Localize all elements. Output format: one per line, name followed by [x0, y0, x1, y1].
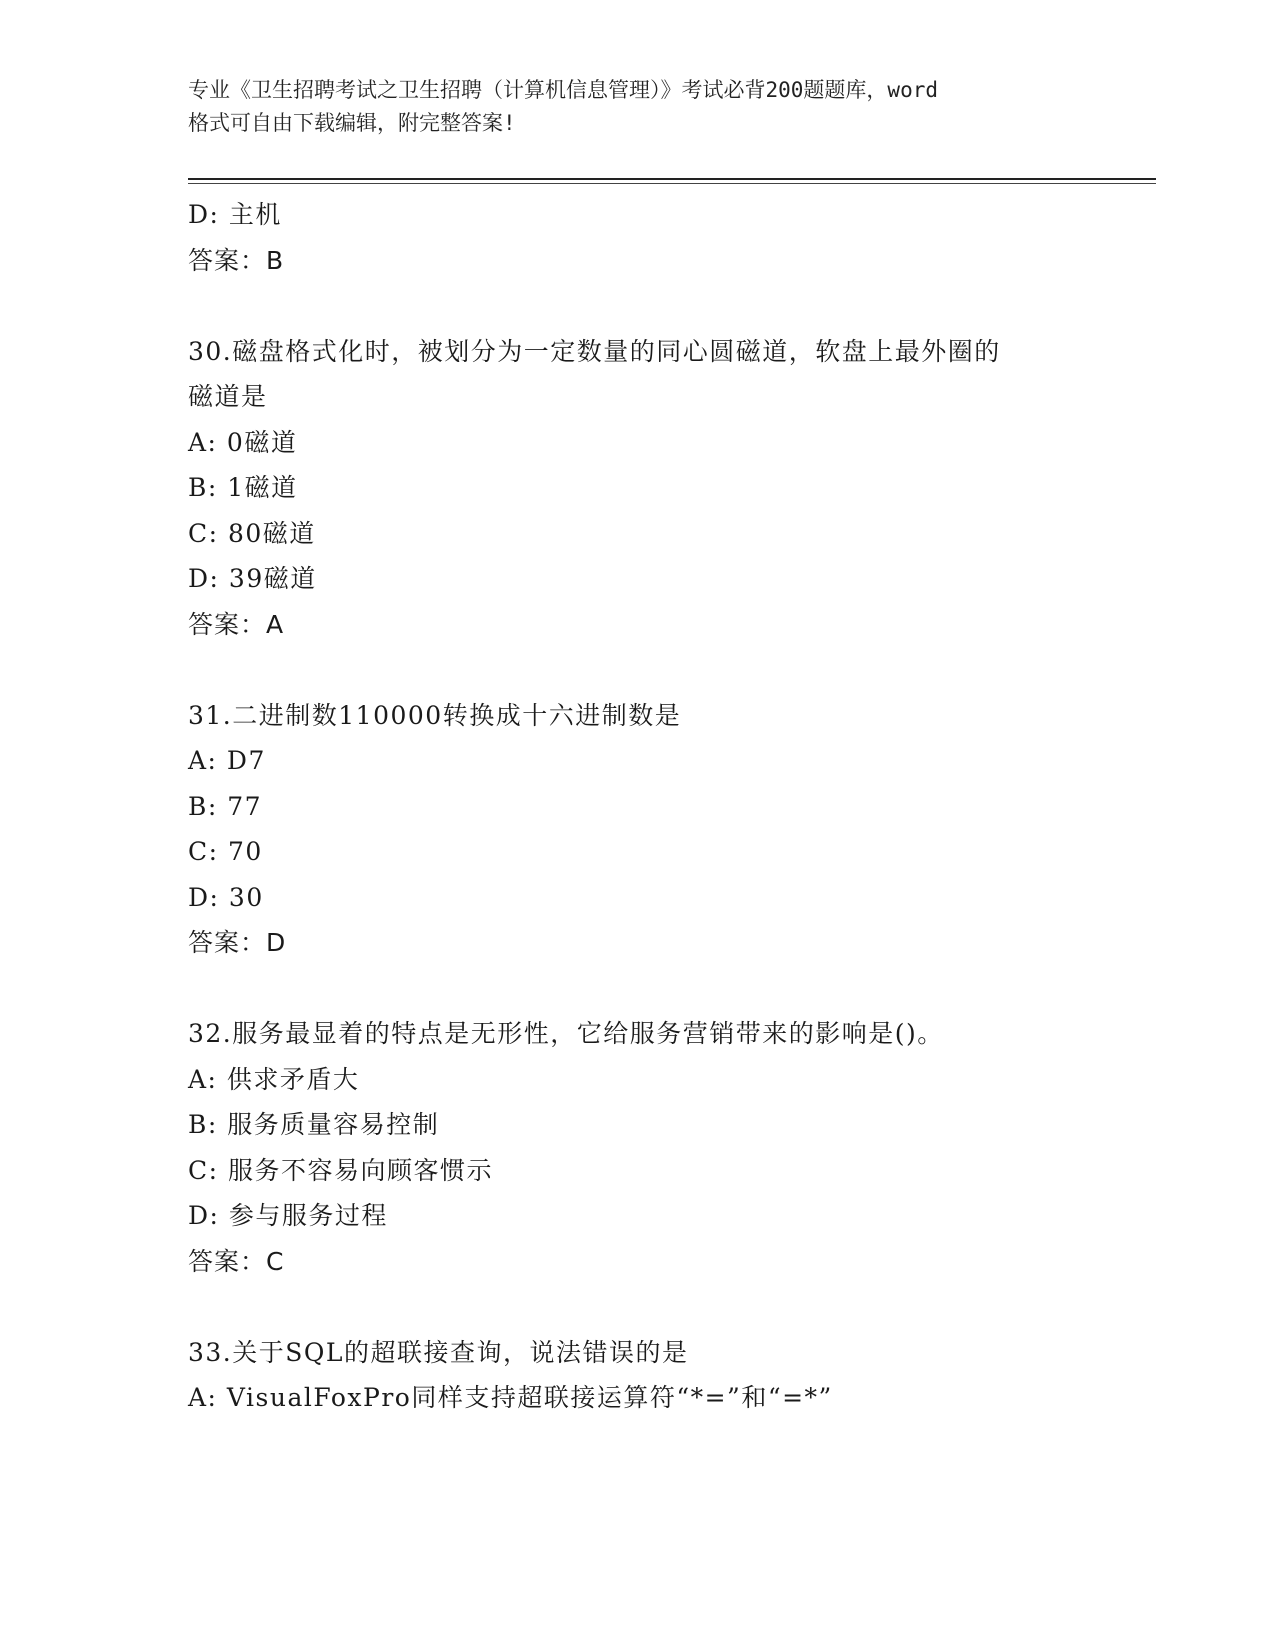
spacer — [188, 283, 1088, 329]
answer-line: 答案：B — [188, 245, 285, 275]
question-text-continued: 磁道是 — [188, 382, 268, 411]
option-b: B: 服务质量容易控制 — [188, 1110, 440, 1139]
question-block-32 — [188, 1011, 1088, 1284]
option-d: D: 30 — [188, 882, 264, 912]
option-c: C: 80磁道 — [188, 518, 316, 548]
option-a: A: VisualFoxPro同样支持超联接运算符“*=”和“=*” — [188, 1383, 833, 1412]
header-divider-thick — [188, 178, 1156, 180]
option-c: C: 服务不容易向顾客惯示 — [188, 1155, 493, 1185]
question-block-31 — [188, 693, 1088, 966]
header-title-line1: 专业《卫生招聘考试之卫生招聘（计算机信息管理）》考试必背200题题库，word — [188, 78, 938, 102]
question-text: 31.二进制数110000转换成十六进制数是 — [188, 700, 682, 730]
answer-line: 答案：C — [188, 1246, 285, 1276]
header-title-line2: 格式可自由下载编辑，附完整答案! — [188, 111, 516, 135]
question-text: 32.服务最显着的特点是无形性，它给服务营销带来的影响是()。 — [188, 1019, 944, 1048]
option-b: B: 1磁道 — [188, 473, 298, 502]
answer-line: 答案：A — [188, 609, 285, 639]
question-block-33 — [188, 1330, 1088, 1421]
spacer — [188, 966, 1088, 1012]
spacer — [188, 647, 1088, 693]
option-a: A: 供求矛盾大 — [188, 1064, 360, 1094]
question-text: 30.磁盘格式化时，被划分为一定数量的同心圆磁道，软盘上最外圈的 — [188, 336, 1001, 366]
option-c: C: 70 — [188, 837, 263, 866]
option-b: B: 77 — [188, 791, 263, 821]
question-list — [188, 192, 1088, 1421]
answer-line: 答案：D — [188, 928, 287, 957]
question-block-30 — [188, 329, 1088, 648]
question-block-prev — [188, 192, 1088, 283]
option-d: D: 参与服务过程 — [188, 1201, 388, 1230]
option-a: A: D7 — [188, 746, 266, 775]
header-divider-thin — [188, 183, 1156, 184]
document-header — [188, 74, 1088, 140]
question-text: 33.关于SQL的超联接查询，说法错误的是 — [188, 1337, 689, 1367]
option-a: A: 0磁道 — [188, 427, 298, 457]
option-d: D: 主机 — [188, 200, 282, 229]
option-d: D: 39磁道 — [188, 564, 317, 593]
spacer — [188, 1284, 1088, 1330]
